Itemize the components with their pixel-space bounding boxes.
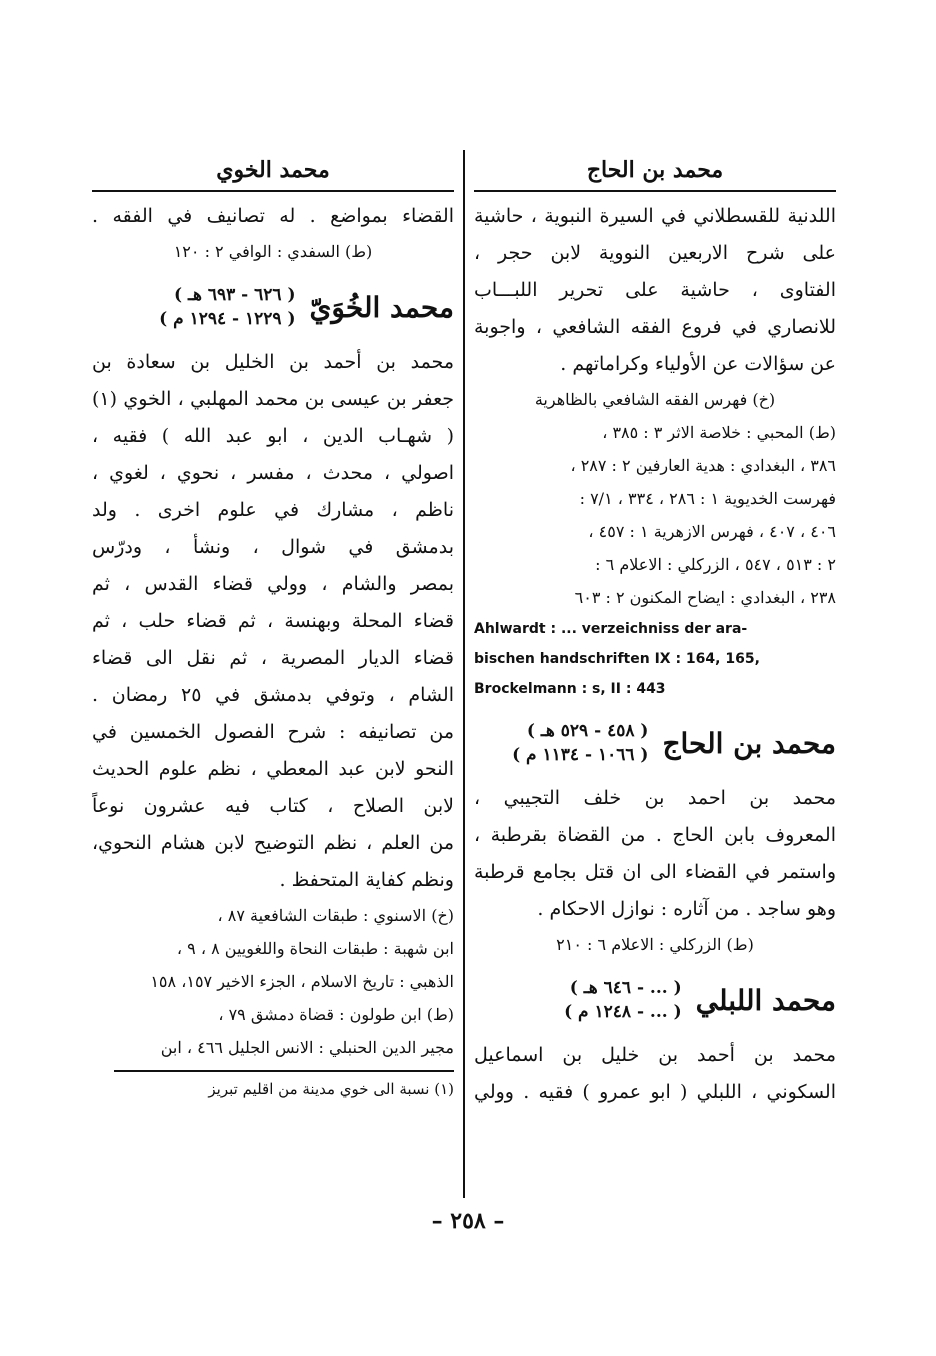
left-header-rule — [92, 190, 454, 192]
text-line: بدمشق في شوال ، ونشأ ، ودرّس — [92, 536, 454, 558]
reference-line: فهرست الخديوية ١ : ٢٨٦ ، ٣٣٤ ، ٧/١ : — [579, 489, 836, 508]
text-line: للانصاري في فروع الفقه الشافعي ، واجوبة — [474, 316, 836, 338]
reference-line: (ط) السفدي : الوافي ٢ : ١٢٠ — [173, 242, 373, 261]
column-divider — [463, 150, 465, 1198]
text-line: ( شهـاب الدين ، ابو عبد الله ) فقيه ، — [92, 425, 454, 447]
text-line: النحو لابن عبد المعطي ، نظم علوم الحديث — [92, 758, 454, 780]
latin-reference-line: Ahlwardt : ... verzeichniss der ara- — [474, 621, 748, 637]
gregorian-dates: ( ١٢٢٩ - ١٢٩٤ م ) — [159, 309, 296, 329]
text-line: ناظم ، مشارك في علوم اخرى . ولد — [92, 499, 454, 521]
entry-name: محمد الخُوَيّ — [309, 290, 454, 324]
right-header-rule — [474, 190, 836, 192]
text-line: محمد بن احمد بن خلف التجيبي ، — [474, 787, 836, 809]
text-line: السكوني ، اللبلي ( ابو عمرو ) فقيه . وولي — [474, 1081, 836, 1103]
gregorian-dates: ( ... - ١٢٤٨ م ) — [564, 1002, 682, 1022]
entry-name: محمد بن الحاج — [662, 726, 836, 760]
text-line: جعفر بن عيسى بن محمد المهلبي ، الخوي (١) — [92, 388, 454, 410]
text-line: ونظم كفاية المتحفظ . — [279, 869, 454, 891]
reference-line: ٢٣٨ ، البغدادي : ايضاح المكنون ٢ : ٦٠٣ — [574, 588, 836, 607]
reference-line: مجير الدين الحنبلي : الانس الجليل ٤٦٦ ، ابن — [160, 1038, 454, 1057]
entry-dates — [159, 283, 295, 331]
reference-line: (ط) ابن طولون : قضاة دمشق ٧٩ ، — [218, 1005, 454, 1024]
right-column — [474, 150, 836, 1111]
text-line: لابن الصلاح ، كتاب فيه عشرون نوعاً — [92, 795, 454, 817]
hijri-dates: ( ... - ٦٤٦ هـ ) — [569, 978, 682, 998]
text-line: محمد بن أحمد بن الخليل بن سعادة بن — [92, 351, 454, 373]
text-line: اصولي ، محدث ، مفسر ، نحوي ، لغوي ، — [92, 462, 454, 484]
reference-line: (ط) المحبي : خلاصة الاثر ٣ : ٣٨٥ ، — [602, 423, 836, 442]
text-line: القضاء بمواضع . له تصانيف في الفقه . — [92, 205, 454, 227]
hijri-dates: ( ٦٢٦ - ٦٩٣ هـ ) — [174, 285, 296, 305]
page-number: – ٢٥٨ – — [431, 1208, 505, 1234]
entry-dates — [564, 976, 682, 1024]
text-line: قضاء المحلة وبهنسة ، ثم قضاء حلب ، ثم — [92, 610, 454, 632]
left-column — [92, 150, 454, 1104]
text-line: من العلم ، نظم التوضيح لابن هشام النحوي، — [92, 832, 454, 854]
entry-heading — [474, 710, 836, 776]
footnote-rule — [114, 1070, 454, 1072]
reference-line: ٢ : ٥١٣ ، ٥٤٧ ، الزركلي : الاعلام ٦ : — [595, 555, 836, 574]
reference-line: (خ) الاسنوي : طبقات الشافعية ٨٧ ، — [217, 906, 454, 925]
text-line: محمد بن أحمد بن خليل بن اسماعيل — [474, 1044, 836, 1066]
reference-line: ٤٠٦ ، ٤٠٧ ، فهرس الازهرية ١ : ٤٥٧ ، — [588, 522, 836, 541]
latin-reference-line: Brockelmann : s, II : 443 — [474, 681, 666, 697]
text-line: بمصر والشام ، وولي قضاء القدس ، ثم — [92, 573, 454, 595]
right-running-header: محمد بن الحاج — [586, 157, 724, 183]
gregorian-dates: ( ١٠٦٦ - ١١٣٤ م ) — [512, 745, 649, 765]
text-line: من تصانيفه : شرح الفصول الخمسين في — [92, 721, 454, 743]
entry-heading — [474, 967, 836, 1033]
reference-line: الذهبي : تاريخ الاسلام ، الجزء الاخير ١٥٧، ١٥٨ — [150, 972, 454, 991]
text-line: الفتاوى ، حاشية على تحرير اللبـــاب — [474, 279, 836, 301]
text-line: وهو ساجد . من آثاره : نوازل الاحكام . — [537, 898, 836, 920]
hijri-dates: ( ٤٥٨ - ٥٢٩ هـ ) — [526, 721, 649, 741]
latin-reference-line: bischen handschriften IX : 164, 165, — [474, 651, 760, 667]
entry-dates — [512, 719, 648, 767]
left-running-header: محمد الخوي — [216, 157, 330, 183]
reference-line: ٣٨٦ ، البغدادي : هدية العارفين ٢ : ٢٨٧ ، — [570, 456, 836, 475]
text-line: المعروف بابن الحاج . من القضاة بقرطبة ، — [474, 824, 836, 846]
entry-name: محمد اللبلي — [695, 983, 836, 1017]
text-line: على شرح الاربعين النووية لابن حجر ، — [474, 242, 836, 264]
text-line: الشام ، وتوفي بدمشق في ٢٥ رمضان . — [92, 684, 454, 706]
manuscript-reference: (خ) فهرس الفقه الشافعي بالظاهرية — [534, 390, 776, 409]
entry-heading — [92, 274, 454, 340]
text-line: واستمر في القضاء الى ان قتل بجامع قرطبة — [474, 861, 836, 883]
text-line: اللدنية للقسطلاني في السيرة النبوية ، حاشية — [474, 205, 836, 227]
text-line: قضاء الديار المصرية ، ثم نقل الى قضاء — [92, 647, 454, 669]
reference-line: (ط) الزركلي : الاعلام ٦ : ٢١٠ — [556, 935, 754, 954]
text-line: عن سؤالات عن الأولياء وكراماتهم . — [560, 353, 836, 375]
reference-line: ابن شهبة : طبقات النحاة واللغويين ٨ ، ٩ ، — [176, 939, 454, 958]
footnote: (١) نسبة الى خوي مدينة من اقليم تبريز — [208, 1080, 454, 1098]
